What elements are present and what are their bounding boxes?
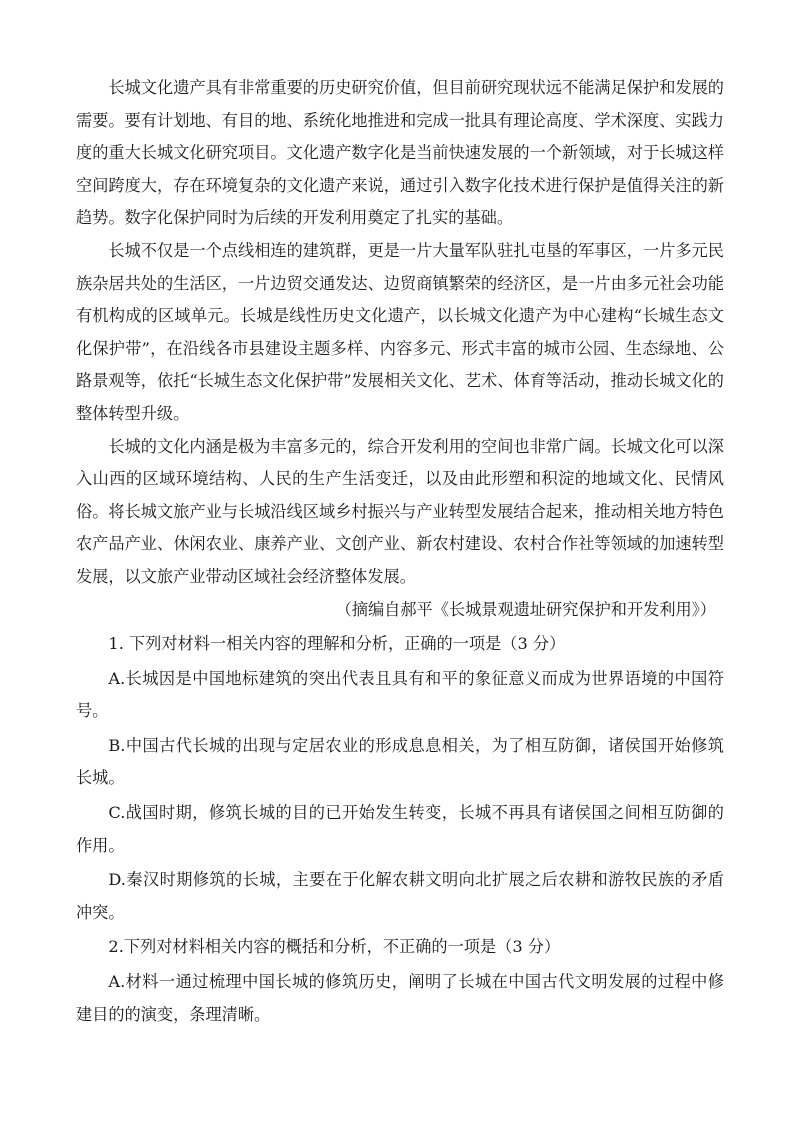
question-2-option-a: A.材料一通过梳理中国长城的修筑历史，阐明了长城在中国古代文明发展的过程中修建目的的演变，条理清晰。 <box>76 972 724 1024</box>
passage-paragraph-1: 长城文化遗产具有非常重要的历史研究价值，但目前研究现状远不能满足保护和发展的需要。要有计划地、有目的地、系统化地推进和完成一批具有理论高度、学术深度、实践力度的重大长城文化研究项目。文化遗产数字化是当前快速发展的一个新领域，对于长城这样空间跨度大，存在环境复杂的文化遗产来说，通过引入数字化技术进行保护是值得关注的新趋势。数字化保护同时为后续的开发利用奠定了扎实的基础。 <box>76 78 724 228</box>
question-1-option-b: B.中国古代长城的出现与定居农业的形成息息相关，为了相互防御，诸侯国开始修筑长城。 <box>76 735 724 788</box>
passage-paragraph-2: 长城不仅是一个点线相连的建筑群，更是一片大量军队驻扎屯垦的军事区，一片多元民族杂居共处的生活区，一片边贸交通发达、边贸商镇繁荣的经济区，是一片由多元社会功能有机构成的区域单元。长城是线性历史文化遗产，以长城文化遗产为中心建构“长城生态文化保护带”，在沿线各市县建设主题多样、内容多元、形式丰富的城市公园、生态绿地、公路景观等，依托“长城生态文化保护带”发展相关文化、艺术、体育等活动，推动长城文化的整体转型升级。 <box>76 240 724 423</box>
question-1-stem: 1. 下列对材料一相关内容的理解和分析，正确的一项是（3 分） <box>108 634 566 654</box>
question-1-option-a: A.长城因是中国地标建筑的突出代表且具有和平的象征意义而成为世界语境的中国符号。 <box>76 668 724 721</box>
question-1-option-d: D.秦汉时期修筑的长城，主要在于化解农耕文明向北扩展之后农耕和游牧民族的矛盾冲突。 <box>76 870 724 922</box>
passage-paragraph-3: 长城的文化内涵是极为丰富多元的，综合开发利用的空间也非常广阔。长城文化可以深入山西的区域环境结构、人民的生产生活变迁，以及由此形塑和积淀的地域文化、民情风俗。将长城文旅产业与长城沿线区域乡村振兴与产业转型发展结合起来，推动相关地方特色农产品产业、休闲农业、康养产业、文创产业、新农村建设、农村合作社等领域的加速转型发展，以文旅产业带动区域社会经济整体发展。 <box>76 436 724 586</box>
passage-source: （摘编自郝平《长城景观遗址研究保护和开发利用》） <box>335 599 716 619</box>
question-2-stem: 2.下列对材料相关内容的概括和分析，不正确的一项是（3 分） <box>108 937 561 957</box>
document-page <box>76 72 724 1031</box>
question-1-option-c: C.战国时期，修筑长城的目的已开始发生转变，长城不再具有诸侯国之间相互防御的作用。 <box>76 803 724 855</box>
